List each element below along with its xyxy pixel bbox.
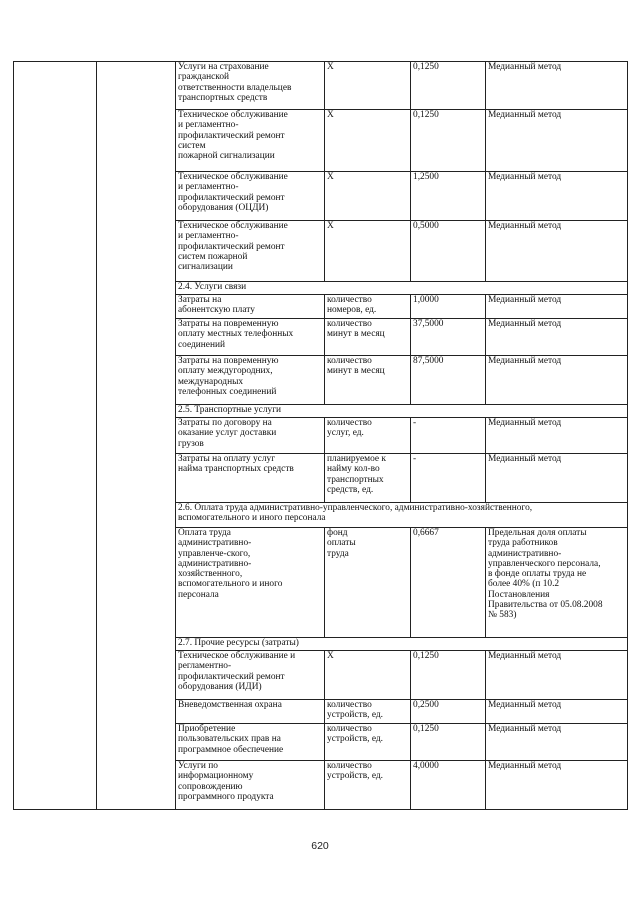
method-cell: Медианный метод xyxy=(486,454,628,503)
unit-cell: Х xyxy=(325,221,411,282)
section-heading: 2.6. Оплата труда административно-управленческого, административно-хозяйственного, вспомогательного и иного персонала xyxy=(176,503,628,528)
method-cell: Медианный метод xyxy=(486,651,628,700)
table-body xyxy=(14,62,628,810)
method-cell: Медианный метод xyxy=(486,418,628,454)
value-cell: 0,1250 xyxy=(411,724,486,761)
method-cell: Медианный метод xyxy=(486,319,628,356)
value-cell: - xyxy=(411,418,486,454)
service-name-cell: Услуги по информационному сопровождению программного продукта xyxy=(176,761,325,810)
service-name-cell: Затраты по договору на оказание услуг доставки грузов xyxy=(176,418,325,454)
section-heading: 2.4. Услуги связи xyxy=(176,282,628,295)
method-cell: Медианный метод xyxy=(486,700,628,724)
unit-cell: фонд оплаты труда xyxy=(325,528,411,638)
service-name-cell: Затраты на оплату услуг найма транспортных средств xyxy=(176,454,325,503)
service-name-cell: Техническое обслуживание и регламентно- профилактический ремонт систем пожарной сигнализации xyxy=(176,110,325,172)
unit-cell: Х xyxy=(325,172,411,221)
method-cell: Медианный метод xyxy=(486,761,628,810)
unit-cell: количество устройств, ед. xyxy=(325,700,411,724)
unit-cell: Х xyxy=(325,651,411,700)
page-number: 620 xyxy=(311,840,329,852)
method-cell: Медианный метод xyxy=(486,221,628,282)
value-cell: 87,5000 xyxy=(411,356,486,405)
service-name-cell: Вневедомственная охрана xyxy=(176,700,325,724)
unit-cell: Х xyxy=(325,62,411,110)
value-cell: 0,2500 xyxy=(411,700,486,724)
method-cell: Медианный метод xyxy=(486,110,628,172)
value-cell: 0,1250 xyxy=(411,110,486,172)
left-blank-col-1 xyxy=(14,62,97,810)
method-cell: Предельная доля оплаты труда работников административно- управленческого персонала, в фонде оплаты труда не более 40% (п 10.2 Постановления Правительства от 05.08.2008 № 583) xyxy=(486,528,628,638)
service-name-cell: Приобретение пользовательских прав на программное обеспечение xyxy=(176,724,325,761)
value-cell: 0,1250 xyxy=(411,651,486,700)
value-cell: 0,6667 xyxy=(411,528,486,638)
section-heading: 2.7. Прочие ресурсы (затраты) xyxy=(176,638,628,651)
service-name-cell: Услуги на страхование гражданской ответственности владельцев транспортных средств xyxy=(176,62,325,110)
service-name-cell: Затраты на абонентскую плату xyxy=(176,295,325,319)
unit-cell: количество минут в месяц xyxy=(325,356,411,405)
value-cell: 0,1250 xyxy=(411,62,486,110)
unit-cell: количество устройств, ед. xyxy=(325,724,411,761)
value-cell: 1,0000 xyxy=(411,295,486,319)
method-cell: Медианный метод xyxy=(486,724,628,761)
value-cell: 4,0000 xyxy=(411,761,486,810)
service-name-cell: Затраты на повременную оплату местных телефонных соединений xyxy=(176,319,325,356)
section-heading: 2.5. Транспортные услуги xyxy=(176,405,628,418)
service-name-cell: Техническое обслуживание и регламентно- профилактический ремонт оборудования (ОЦДИ) xyxy=(176,172,325,221)
method-cell: Медианный метод xyxy=(486,356,628,405)
service-name-cell: Техническое обслуживание и регламентно- профилактический ремонт оборудования (ИДИ) xyxy=(176,651,325,700)
method-cell: Медианный метод xyxy=(486,62,628,110)
unit-cell: количество минут в месяц xyxy=(325,319,411,356)
method-cell: Медианный метод xyxy=(486,172,628,221)
service-name-cell: Техническое обслуживание и регламентно- профилактический ремонт систем пожарной сигнализации xyxy=(176,221,325,282)
value-cell: - xyxy=(411,454,486,503)
service-name-cell: Затраты на повременную оплату междугородних, международных телефонных соединений xyxy=(176,356,325,405)
table-row xyxy=(14,62,628,110)
value-cell: 37,5000 xyxy=(411,319,486,356)
value-cell: 1,2500 xyxy=(411,172,486,221)
unit-cell: Х xyxy=(325,110,411,172)
unit-cell: количество услуг, ед. xyxy=(325,418,411,454)
unit-cell: количество номеров, ед. xyxy=(325,295,411,319)
unit-cell: планируемое к найму кол-во транспортных средств, ед. xyxy=(325,454,411,503)
unit-cell: количество устройств, ед. xyxy=(325,761,411,810)
service-name-cell: Оплата труда административно- управленче-ского, административно- хозяйственного, вспомогательного и иного персонала xyxy=(176,528,325,638)
value-cell: 0,5000 xyxy=(411,221,486,282)
left-blank-col-2 xyxy=(97,62,176,810)
method-cell: Медианный метод xyxy=(486,295,628,319)
normative-costs-table xyxy=(13,61,628,810)
